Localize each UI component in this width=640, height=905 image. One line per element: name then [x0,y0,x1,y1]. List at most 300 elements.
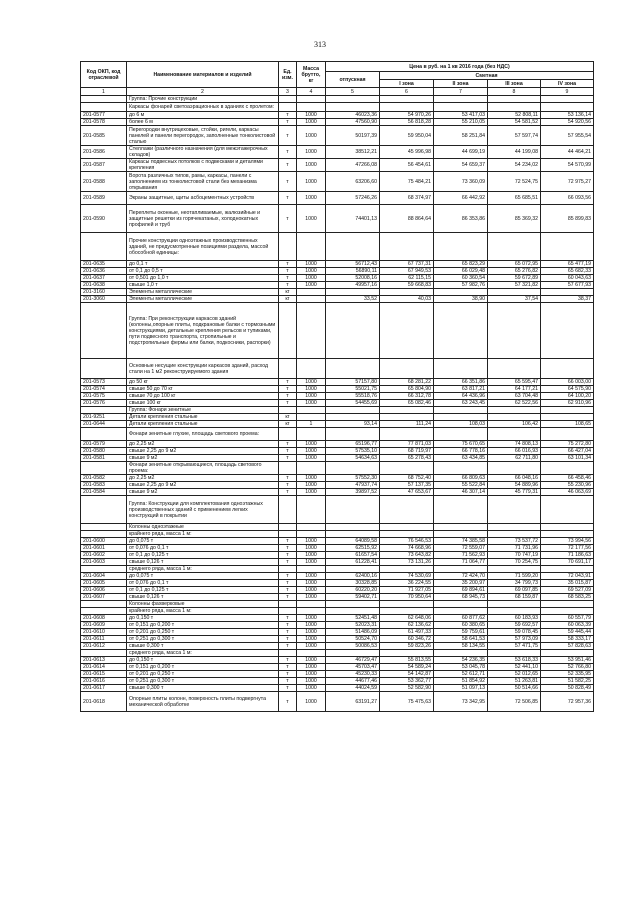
row-code: 201-0585 [81,126,127,146]
row-code: 201-0635 [81,261,127,268]
empty-cell [541,359,594,379]
zone-price [434,414,488,421]
table-row [81,146,594,159]
row-name: крайнего ряда, масса 1 м: [127,531,279,538]
empty-cell [434,601,488,608]
row-code-cell [81,496,127,524]
zone-price: 46 063,69 [541,489,594,496]
row-code: 201-0590 [81,205,127,233]
table-row [81,455,594,462]
empty-cell [380,650,434,657]
empty-cell [380,531,434,538]
row-code: 201-0581 [81,455,127,462]
row-name: свыше 0,126 т [127,594,279,601]
empty-cell [297,524,326,531]
zone-price: 62 136,62 [380,622,434,629]
zone-price: 62 115,15 [380,275,434,282]
header-estimate-price: Сметная [380,72,594,80]
row-mass: 1000 [297,192,326,205]
zone-price: 56 818,28 [380,119,434,126]
empty-cell [488,496,541,524]
row-name: Элементы металлические [127,296,279,303]
release-price: 39897,52 [326,489,380,496]
row-unit: т [279,545,297,552]
empty-cell [326,103,380,112]
zone-price: 54 236,35 [434,657,488,664]
empty-cell [380,462,434,475]
empty-cell [541,103,594,112]
zone-price: 57 321,82 [488,282,541,289]
row-code: 201-0602 [81,552,127,559]
empty-cell [541,303,594,359]
table-body [81,96,594,712]
row-unit: т [279,475,297,482]
empty-cell [434,496,488,524]
subheader-row [81,566,594,573]
row-unit: т [279,146,297,159]
zone-price: 58 251,84 [434,126,488,146]
row-name: Стеллажи (различного назначения (для межэтажерочных складов) [127,146,279,159]
empty-cell [326,233,380,261]
release-price: 63191,27 [326,692,380,712]
row-name: до 50 кг [127,379,279,386]
zone-price: 55 522,84 [434,482,488,489]
subheader-row [81,531,594,538]
zone-price: 61 497,33 [380,629,434,636]
zone-price: 65 823,29 [434,261,488,268]
table-row [81,657,594,664]
zone-price: 54 659,37 [434,159,488,172]
row-mass: 1000 [297,159,326,172]
row-mass: 1000 [297,400,326,407]
release-price: 49957,16 [326,282,380,289]
row-name: Каркасы фонарей светоаэрационных в зданиях с пролетом: [127,103,279,112]
row-unit: т [279,671,297,678]
empty-cell [326,462,380,475]
row-name: до 0,150 т [127,615,279,622]
empty-cell [380,496,434,524]
row-mass: 1000 [297,379,326,386]
subheader-row [81,608,594,615]
row-code-cell [81,233,127,261]
row-mass: 1000 [297,482,326,489]
row-mass: 1000 [297,261,326,268]
zone-price: 50 514,66 [488,685,541,692]
empty-cell [541,407,594,414]
release-price: 50524,70 [326,636,380,643]
empty-cell [326,531,380,538]
zone-price: 62 522,56 [488,400,541,407]
zone-price: 52 582,90 [380,685,434,692]
release-price: 74401,13 [326,205,380,233]
table-header [81,62,594,96]
zone-price: 59 692,57 [488,622,541,629]
row-code-cell [81,96,127,103]
row-name: от 0,501 до 1,0 т [127,275,279,282]
zone-price: 58 333,17 [541,636,594,643]
group-row [81,407,594,414]
column-index: 3 [279,88,297,96]
zone-price: 54 970,26 [380,112,434,119]
row-unit: т [279,261,297,268]
zone-price: 47 653,67 [380,489,434,496]
release-price: 47560,90 [326,119,380,126]
zone-price: 59 078,45 [488,629,541,636]
row-code-cell [81,103,127,112]
zone-price: 66 778,16 [434,448,488,455]
empty-cell [380,233,434,261]
zone-price: 63 101,34 [541,455,594,462]
row-mass: 1000 [297,205,326,233]
column-index: 6 [380,88,434,96]
empty-cell [297,531,326,538]
empty-cell [541,566,594,573]
zone-price [488,289,541,296]
empty-cell [326,359,380,379]
empty-cell [279,524,297,531]
release-price: 57157,80 [326,379,380,386]
row-name: свыше 50 до 70 кг [127,386,279,393]
empty-cell [541,524,594,531]
empty-cell [297,359,326,379]
zone-price: 60 360,54 [434,275,488,282]
release-price: 55021,75 [326,386,380,393]
row-mass: 1 [297,421,326,428]
row-mass: 1000 [297,664,326,671]
row-name: Детали крепления стальные [127,414,279,421]
column-index: 2 [127,88,279,96]
row-mass: 1000 [297,622,326,629]
row-name: до 2,25 м2 [127,441,279,448]
table-row [81,671,594,678]
header-zone-3: III зона [488,80,541,88]
row-code: 201-0575 [81,393,127,400]
zone-price: 53 045,78 [434,664,488,671]
zone-price: 68 281,22 [380,379,434,386]
zone-price: 111,24 [380,421,434,428]
zone-price: 106,42 [488,421,541,428]
column-index: 5 [326,88,380,96]
zone-price: 51 263,81 [488,678,541,685]
table-row [81,261,594,268]
row-mass: 1000 [297,126,326,146]
row-code: 201-0579 [81,441,127,448]
row-name: до 0,075 т [127,573,279,580]
row-unit: т [279,126,297,146]
empty-cell [380,428,434,441]
zone-price: 65 072,95 [488,261,541,268]
zone-price: 66 427,04 [541,448,594,455]
header-unit: Ед. изм. [279,62,297,88]
table-row [81,552,594,559]
empty-cell [380,303,434,359]
row-mass: 1000 [297,594,326,601]
zone-price: 53 618,33 [488,657,541,664]
table-row [81,112,594,119]
row-unit: т [279,636,297,643]
zone-price: 36 224,55 [380,580,434,587]
zone-price: 73 994,56 [541,538,594,545]
row-code-cell [81,462,127,475]
empty-cell [380,407,434,414]
row-unit: т [279,685,297,692]
row-mass: 1000 [297,559,326,566]
release-price: 54634,63 [326,455,380,462]
zone-price: 71 927,05 [380,587,434,594]
zone-price: 65 682,33 [541,268,594,275]
empty-cell [297,496,326,524]
zone-price: 55 813,55 [380,657,434,664]
empty-cell [434,96,488,103]
table-row [81,475,594,482]
row-unit: т [279,678,297,685]
row-code: 201-0606 [81,587,127,594]
row-name: до 6 м [127,112,279,119]
zone-price: 74 385,58 [434,538,488,545]
row-name: Детали крепления стальные [127,421,279,428]
row-mass: 1000 [297,587,326,594]
zone-price: 72 975,27 [541,172,594,192]
zone-price: 75 272,80 [541,441,594,448]
row-name: свыше 100 кг [127,400,279,407]
group-title: Группа: Конструкции для комплектования одноэтажных производственных зданий с применением легких конструкций в покрытии [127,496,279,524]
empty-cell [541,462,594,475]
row-code: 201-0588 [81,172,127,192]
table-row [81,559,594,566]
column-index: 1 [81,88,127,96]
zone-price: 71 731,96 [488,545,541,552]
zone-price: 55 210,05 [434,119,488,126]
table-row [81,615,594,622]
row-mass: 1000 [297,545,326,552]
empty-cell [279,650,297,657]
row-name: свыше 0,300 т [127,685,279,692]
empty-cell [326,524,380,531]
row-code: 201-0604 [81,573,127,580]
zone-price: 74 808,13 [488,441,541,448]
empty-cell [488,103,541,112]
table-row [81,594,594,601]
empty-cell [279,103,297,112]
row-name: Колонны одноэтажные [127,524,279,531]
empty-cell [434,566,488,573]
row-code: 201-3160 [81,289,127,296]
empty-cell [297,608,326,615]
row-name: Прочие конструкции одноэтажных производственных зданий, не предусмотренные позициями раздела, массой обособной единицы: [127,233,279,261]
row-unit: кг [279,414,297,421]
zone-price: 71 599,20 [488,573,541,580]
zone-price: 58 641,53 [434,636,488,643]
row-code: 201-3060 [81,296,127,303]
empty-cell [279,601,297,608]
release-price: 46729,47 [326,657,380,664]
release-price: 93,14 [326,421,380,428]
release-price: 61228,41 [326,559,380,566]
zone-price: 72 957,36 [541,692,594,712]
table-row [81,636,594,643]
row-code-cell [81,531,127,538]
row-mass [297,296,326,303]
empty-cell [380,103,434,112]
row-code: 201-0589 [81,192,127,205]
row-code-cell [81,650,127,657]
table-row [81,664,594,671]
zone-price: 53 362,77 [380,678,434,685]
zone-price: 54 589,24 [380,664,434,671]
release-price: 30328,85 [326,580,380,587]
empty-cell [434,608,488,615]
header-mass: Масса брутто, кг [297,62,326,88]
row-code: 201-0610 [81,629,127,636]
empty-cell [541,96,594,103]
empty-cell [297,462,326,475]
empty-cell [279,608,297,615]
zone-price: 64 575,90 [541,386,594,393]
row-mass: 1000 [297,112,326,119]
empty-cell [541,650,594,657]
zone-price: 73 537,72 [488,538,541,545]
table-row [81,629,594,636]
zone-price: 70 691,17 [541,559,594,566]
row-mass: 1000 [297,629,326,636]
empty-cell [297,428,326,441]
release-price: 38512,21 [326,146,380,159]
row-name: до 0,1 т [127,261,279,268]
row-code: 201-0601 [81,545,127,552]
zone-price: 38,37 [541,296,594,303]
empty-cell [380,359,434,379]
row-code: 201-0605 [81,580,127,587]
zone-price: 53 951,46 [541,657,594,664]
zone-price: 34 799,73 [488,580,541,587]
zone-price: 58 134,55 [434,643,488,650]
zone-price: 52 766,80 [541,664,594,671]
row-unit: т [279,622,297,629]
empty-cell [279,496,297,524]
row-name: Фонари зенитные глухие, площадь светового проема: [127,428,279,441]
release-price: 65196,77 [326,441,380,448]
row-name: свыше 2,25 до 9 м2 [127,448,279,455]
zone-price: 62 711,80 [488,455,541,462]
row-name: свыше 2,25 до 9 м2 [127,482,279,489]
zone-price: 50 828,49 [541,685,594,692]
row-name: от 0,1 до 0,125 т [127,587,279,594]
column-index-row [81,88,594,96]
empty-cell [434,103,488,112]
row-unit: т [279,448,297,455]
release-price: 64089,58 [326,538,380,545]
row-code-cell [81,303,127,359]
group-row [81,496,594,524]
zone-price: 75 670,65 [434,441,488,448]
zone-price: 88 864,64 [380,205,434,233]
row-code: 201-0636 [81,268,127,275]
empty-cell [380,96,434,103]
zone-price: 65 276,82 [488,268,541,275]
zone-price: 74 530,69 [380,573,434,580]
empty-cell [434,428,488,441]
table-row [81,678,594,685]
release-price: 51486,09 [326,629,380,636]
empty-cell [434,650,488,657]
zone-price: 53 136,14 [541,112,594,119]
zone-price: 77 871,03 [380,441,434,448]
zone-price: 57 597,74 [488,126,541,146]
release-price: 46023,36 [326,112,380,119]
empty-cell [488,407,541,414]
row-code: 201-0600 [81,538,127,545]
row-unit: т [279,393,297,400]
row-name: Экраны защитные, щиты асбоцементных устройств [127,192,279,205]
zone-price: 59 445,44 [541,629,594,636]
row-unit: т [279,643,297,650]
row-unit: кг [279,421,297,428]
row-name: свыше 9 м2 [127,455,279,462]
table-row [81,482,594,489]
empty-cell [279,428,297,441]
empty-cell [326,303,380,359]
release-price: 56890,11 [326,268,380,275]
zone-price: 52 808,11 [488,112,541,119]
row-code: 201-0611 [81,636,127,643]
table-row [81,296,594,303]
zone-price: 65 082,46 [380,400,434,407]
row-unit: т [279,386,297,393]
row-name: свыше 1,0 т [127,282,279,289]
row-code-cell [81,524,127,531]
zone-price: 57 471,75 [488,643,541,650]
zone-price: 59 823,26 [380,643,434,650]
table-row [81,205,594,233]
table-row [81,685,594,692]
empty-cell [488,428,541,441]
header-code: Код ОКП, код отраслевой [81,62,127,88]
row-code: 201-0587 [81,159,127,172]
empty-cell [297,601,326,608]
zone-price: 65 685,51 [488,192,541,205]
row-unit: т [279,573,297,580]
empty-cell [380,566,434,573]
row-name: от 0,076 до 0,1 т [127,545,279,552]
group-title: Группа: Фонари зенитные [127,407,279,414]
row-unit: т [279,205,297,233]
empty-cell [297,566,326,573]
subheader-row [81,233,594,261]
row-name: Опорные плиты колонн, поверхность плиты подвергнута механической обработке [127,692,279,712]
zone-price: 76 546,53 [380,538,434,545]
zone-price: 71 562,93 [434,552,488,559]
table-row [81,573,594,580]
zone-price: 73 131,26 [380,559,434,566]
empty-cell [488,566,541,573]
empty-cell [297,233,326,261]
row-mass: 1000 [297,386,326,393]
zone-price: 64 436,96 [434,393,488,400]
release-price: 59402,71 [326,594,380,601]
empty-cell [297,407,326,414]
empty-cell [488,96,541,103]
zone-price: 59 672,89 [488,275,541,282]
row-mass: 1000 [297,393,326,400]
row-mass: 1000 [297,268,326,275]
row-mass: 1000 [297,282,326,289]
empty-cell [326,650,380,657]
release-price: 33,52 [326,296,380,303]
table-row [81,580,594,587]
row-mass: 1000 [297,580,326,587]
row-unit: т [279,594,297,601]
empty-cell [488,524,541,531]
